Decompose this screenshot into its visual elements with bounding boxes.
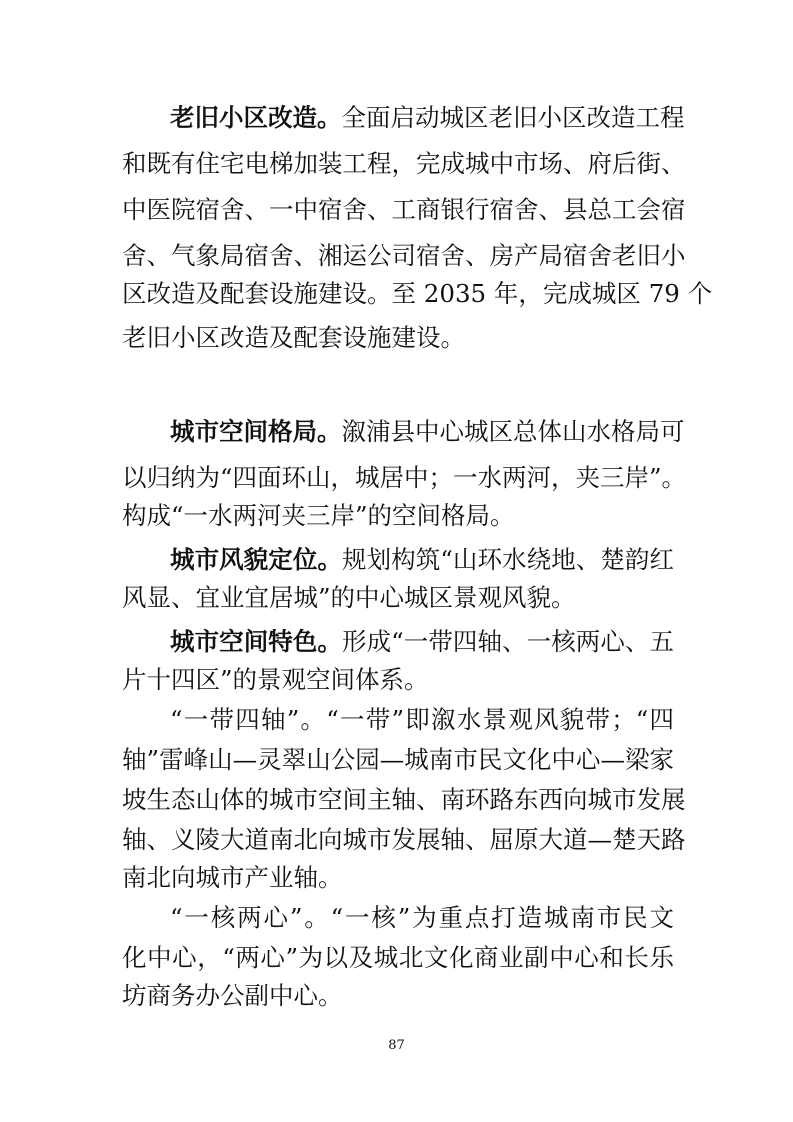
paragraph-lead-old-community: 老旧小区改造。 [170,103,342,132]
paragraph-old-community-line-5: 区改造及配套设施建设。至 2035 年，完成城区 79 个 [122,279,713,308]
paragraph-one-belt-four-axes-line-1: “一带四轴”。“一带”即溆水景观风貌带；“四 [170,705,674,734]
paragraph-old-community-line-2: 和既有住宅电梯加装工程，完成城中市场、府后街、 [122,149,686,178]
paragraph-style-positioning-line-2: 风显、宜业宜居城”的中心城区景观风貌。 [122,583,576,612]
paragraph-spatial-pattern-line-3: 构成“一水两河夹三岸”的空间格局。 [122,501,515,530]
paragraph-one-belt-four-axes-line-2: 轴”雷峰山—灵翠山公园—城南市民文化中心—梁家 [122,745,674,774]
paragraph-lead-style-positioning: 城市风貌定位。 [170,545,343,574]
paragraph-spatial-features-line-2: 片十四区”的景观空间体系。 [122,665,429,694]
paragraph-old-community-line-6: 老旧小区改造及配套设施建设。 [122,323,465,352]
paragraph-old-community-line-3: 中医院宿舍、一中宿舍、工商银行宿舍、县总工会宿 [122,195,686,224]
paragraph-old-community-line-1: 老旧小区改造。全面启动城区老旧小区改造工程 [170,103,685,132]
paragraph-one-belt-four-axes-line-5: 南北向城市产业轴。 [122,863,343,892]
paragraph-lead-spatial-pattern: 城市空间格局。 [170,417,342,446]
paragraph-spatial-pattern-line-2: 以归纳为“四面环山，城居中；一水两河，夹三岸”。 [122,463,687,492]
paragraph-old-community-line-4: 舍、气象局宿舍、湘运公司宿舍、房产局宿舍老旧小 [122,241,686,270]
section-heading [0,346,793,390]
paragraph-style-positioning-line-1: 城市风貌定位。规划构筑“山环水绕地、楚韵红 [170,545,674,574]
paragraph-one-core-two-centers-line-1: “一核两心”。“一核”为重点打造城南市民文 [170,903,674,932]
paragraph-one-belt-four-axes-line-3: 坡生态山体的城市空间主轴、南环路东西向城市发展 [122,785,686,814]
paragraph-spatial-pattern-line-1: 城市空间格局。溆浦县中心城区总体山水格局可 [170,417,685,446]
paragraph-lead-spatial-features: 城市空间特色。 [170,627,343,656]
paragraph-spatial-features-line-1: 城市空间特色。形成“一带四轴、一核两心、五 [170,627,674,656]
page-number: 87 [388,1038,405,1053]
paragraph-one-core-two-centers-line-2: 化中心，“两心”为以及城北文化商业副中心和长乐 [122,943,674,972]
paragraph-one-belt-four-axes-line-4: 轴、义陵大道南北向城市发展轴、屈原大道—楚天路 [122,825,686,854]
paragraph-one-core-two-centers-line-3: 坊商务办公副中心。 [122,981,343,1010]
